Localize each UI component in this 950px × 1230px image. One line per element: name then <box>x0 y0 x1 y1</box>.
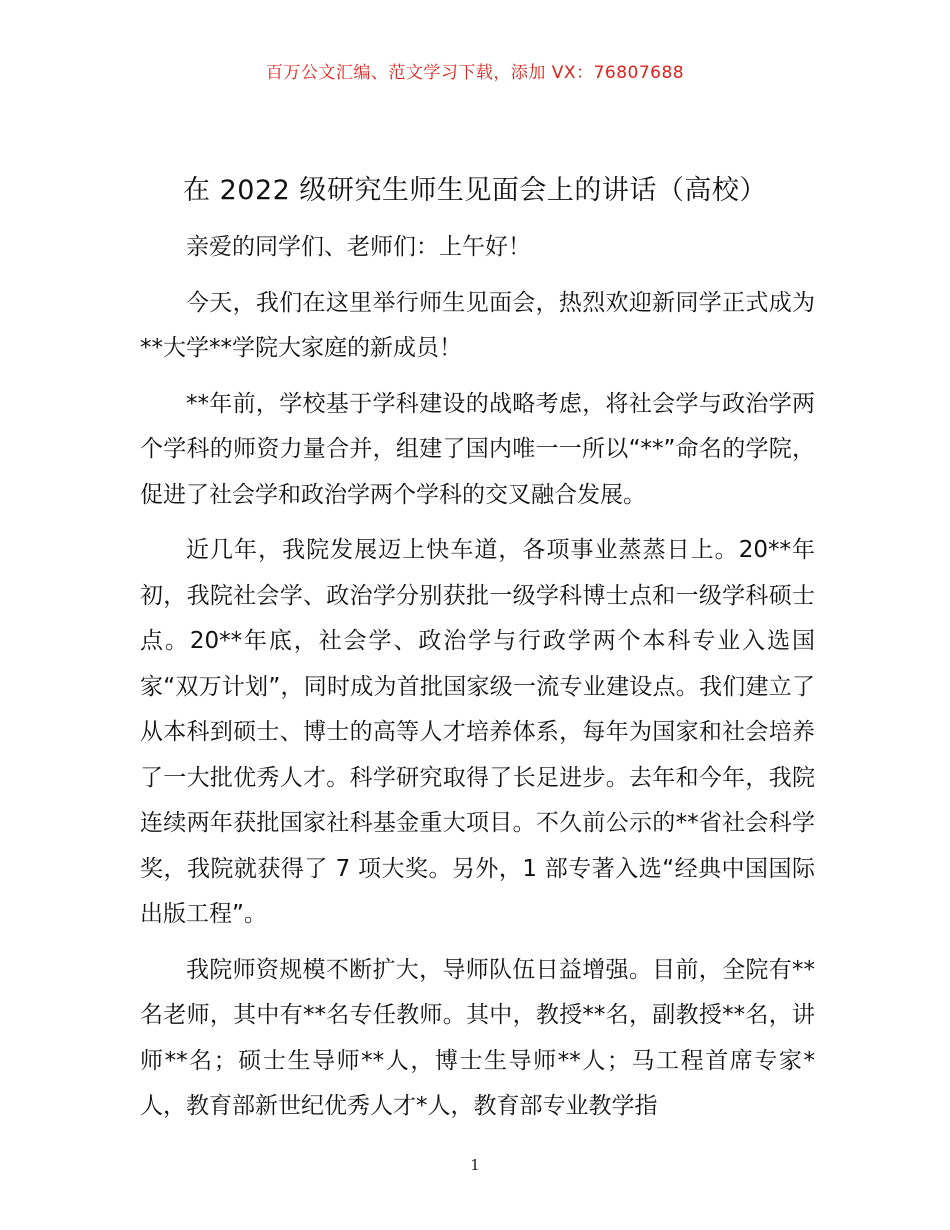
paragraph-welcome: 今天，我们在这里举行师生见面会，热烈欢迎新同学正式成为**大学**学院大家庭的新成员！ <box>140 289 815 361</box>
page-number: 1 <box>470 1156 480 1174</box>
document-body <box>140 225 815 1140</box>
paragraph-faculty: 我院师资规模不断扩大，导师队伍日益增强。目前，全院有**名老师，其中有**名专任教师。其中，教授**名，副教授**名，讲师**名；硕士生导师**人，博士生导师**人；马工程首席专家*人，教育部新世纪优秀人才*人，教育部专业教学指 <box>140 956 815 1119</box>
paragraph-development: 近几年，我院发展迈上快车道，各项事业蒸蒸日上。20**年初，我院社会学、政治学分别获批一级学科博士点和一级学科硕士点。20**年底，社会学、政治学与行政学两个本科专业入选国家“双万计划”，同时成为首批国家级一流专业建设点。我们建立了从本科到硕士、博士的高等人才培养体系，每年为国家和社会培养了一大批优秀人才。科学研究取得了长足进步。去年和今年，我院连续两年获批国家社科基金重大项目。不久前公示的**省社会科学奖，我院就获得了 7 项大奖。另外，1 部专著入选“经典中国国际出版工程”。 <box>140 537 815 927</box>
paragraph-greeting: 亲爱的同学们、老师们：上午好！ <box>186 234 531 260</box>
document-title: 在 2022 级研究生师生见面会上的讲话（高校） <box>183 175 767 206</box>
paragraph-history: **年前，学校基于学科建设的战略考虑，将社会学与政治学两个学科的师资力量合并，组建了国内唯一一所以“**”命名的学院，促进了社会学和政治学两个学科的交叉融合发展。 <box>140 390 815 508</box>
header-watermark-note: 百万公文汇编、范文学习下载，添加 VX：76807688 <box>265 63 685 83</box>
